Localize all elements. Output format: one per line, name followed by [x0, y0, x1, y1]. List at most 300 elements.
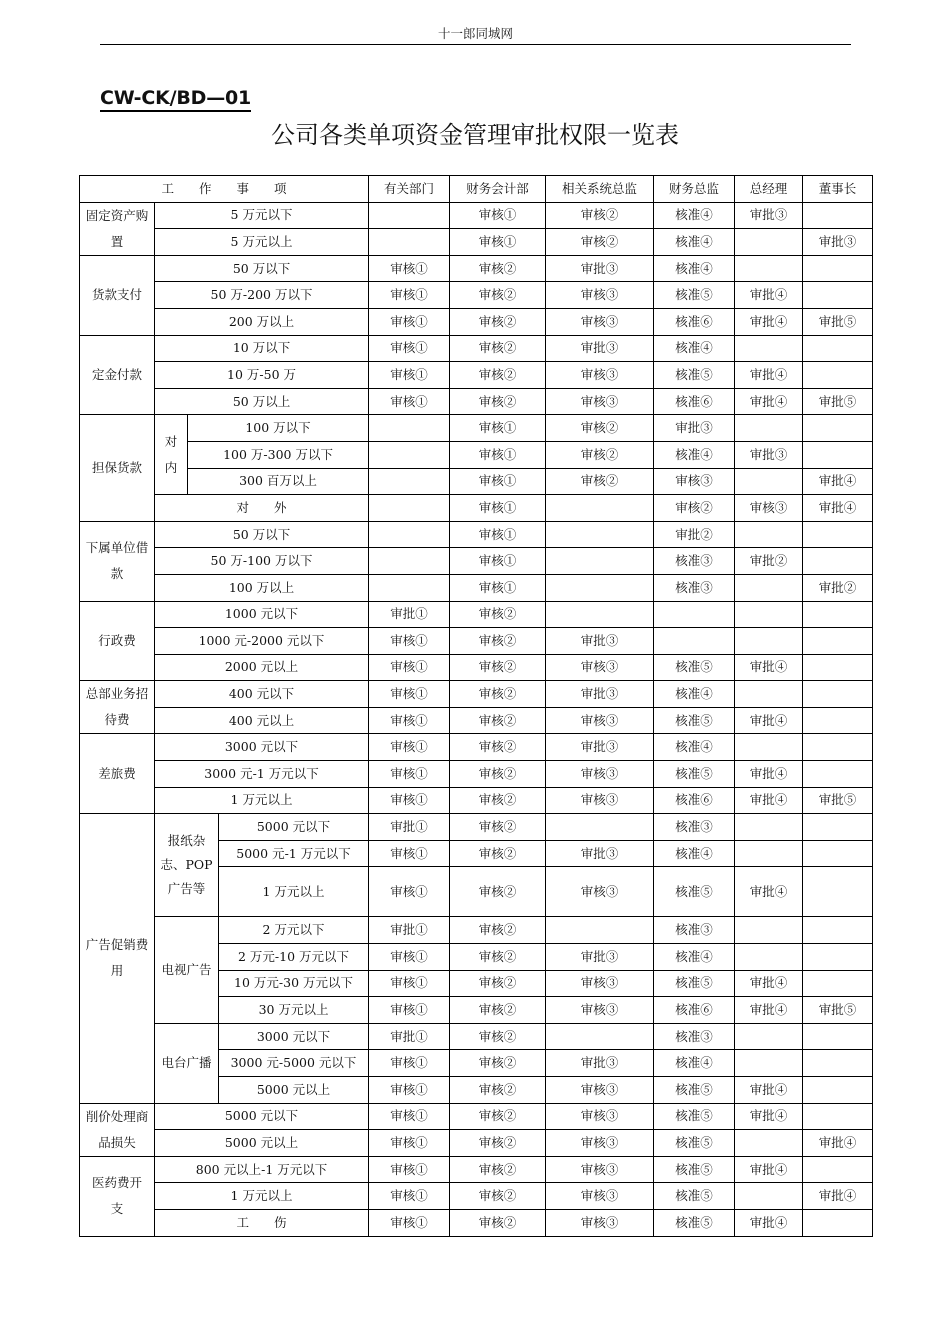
cell-sys: 审核③: [546, 308, 654, 335]
cell-sys: [546, 521, 654, 548]
cell-acct: 审核②: [450, 255, 546, 282]
cell-cfo: 核准④: [654, 1050, 735, 1077]
row-item: 1000 元-2000 元以下: [155, 628, 369, 655]
row-item: 50 万以上: [155, 388, 369, 415]
cell-chair: [803, 415, 873, 442]
cell-sys: 审核③: [546, 1130, 654, 1157]
table-row: [80, 202, 873, 229]
row-item: 3000 元以下: [155, 734, 369, 761]
cell-acct: 审核②: [450, 335, 546, 362]
cell-gm: [735, 814, 803, 841]
category-ads-tv: 电视广告: [155, 917, 219, 1023]
category-subloan: 下属单位借 款: [80, 521, 155, 601]
cell-cfo: 核准⑤: [654, 654, 735, 681]
cell-dept: 审核①: [369, 707, 450, 734]
cell-sys: 审核③: [546, 362, 654, 389]
row-item: 5000 元-1 万元以下: [219, 840, 369, 867]
cell-dept: [369, 202, 450, 229]
cell-gm: 审批④: [735, 654, 803, 681]
cell-cfo: 核准⑥: [654, 787, 735, 814]
row-item: 工 伤: [155, 1209, 369, 1236]
cell-gm: 审批④: [735, 1209, 803, 1236]
cell-sys: 审批③: [546, 255, 654, 282]
cell-chair: [803, 628, 873, 655]
cell-acct: 审核②: [450, 917, 546, 944]
cell-cfo: 核准⑤: [654, 282, 735, 309]
category-hq: 总部业务招待费: [80, 681, 155, 734]
cell-sys: 审批③: [546, 840, 654, 867]
cell-cfo: 审批③: [654, 415, 735, 442]
header-dept: 有关部门: [369, 176, 450, 203]
cell-acct: 审核②: [450, 1103, 546, 1130]
cell-dept: [369, 574, 450, 601]
cell-cfo: 核准③: [654, 917, 735, 944]
cell-chair: 审批⑤: [803, 787, 873, 814]
cell-dept: 审核①: [369, 1103, 450, 1130]
cell-acct: 审核②: [450, 997, 546, 1024]
cell-chair: [803, 867, 873, 917]
cell-sys: 审批③: [546, 335, 654, 362]
cell-cfo: 核准④: [654, 335, 735, 362]
row-item: 100 万-300 万以下: [188, 441, 369, 468]
approval-authority-table: [79, 175, 873, 1237]
table-row: [80, 574, 873, 601]
cell-sys: 审核②: [546, 415, 654, 442]
cell-acct: 审核①: [450, 521, 546, 548]
table-row: [80, 362, 873, 389]
cell-gm: [735, 917, 803, 944]
cell-gm: 审批④: [735, 1103, 803, 1130]
table-row: [80, 441, 873, 468]
category-ads-print: 报纸杂志、POP广告等: [155, 814, 219, 917]
cell-gm: 审批④: [735, 761, 803, 788]
table-row: [80, 1156, 873, 1183]
cell-sys: 审核②: [546, 441, 654, 468]
cell-chair: [803, 202, 873, 229]
cell-sys: 审核③: [546, 282, 654, 309]
cell-gm: [735, 521, 803, 548]
cell-chair: [803, 840, 873, 867]
row-item: 3000 元以下: [219, 1023, 369, 1050]
cell-chair: [803, 1209, 873, 1236]
cell-cfo: 核准④: [654, 944, 735, 971]
cell-cfo: 核准⑤: [654, 867, 735, 917]
cell-acct: 审核①: [450, 468, 546, 495]
header-cfo: 财务总监: [654, 176, 735, 203]
cell-sys: 审核③: [546, 1156, 654, 1183]
cell-acct: 审核②: [450, 734, 546, 761]
cell-cfo: 核准④: [654, 840, 735, 867]
cell-acct: 审核②: [450, 761, 546, 788]
cell-chair: [803, 1103, 873, 1130]
cell-chair: [803, 521, 873, 548]
row-item: 200 万以上: [155, 308, 369, 335]
cell-sys: 审核②: [546, 229, 654, 256]
cell-dept: 审核①: [369, 840, 450, 867]
cell-dept: 审核①: [369, 282, 450, 309]
table-row: [80, 388, 873, 415]
cell-chair: 审批④: [803, 468, 873, 495]
cell-dept: 审核①: [369, 1209, 450, 1236]
document-title: 公司各类单项资金管理审批权限一览表: [271, 121, 679, 149]
row-item: 1 万元以上: [155, 1183, 369, 1210]
cell-gm: [735, 840, 803, 867]
category-admin: 行政费: [80, 601, 155, 681]
row-item: 10 万元-30 万元以下: [219, 970, 369, 997]
row-item: 50 万以下: [155, 521, 369, 548]
cell-cfo: 核准④: [654, 202, 735, 229]
cell-sys: [546, 814, 654, 841]
cell-dept: [369, 441, 450, 468]
table-row: [80, 1183, 873, 1210]
cell-gm: 审批④: [735, 1077, 803, 1104]
cell-dept: 审批①: [369, 1023, 450, 1050]
cell-acct: 审核②: [450, 1183, 546, 1210]
cell-chair: [803, 441, 873, 468]
row-item: 300 百万以上: [188, 468, 369, 495]
cell-cfo: 核准③: [654, 548, 735, 575]
cell-dept: 审核①: [369, 335, 450, 362]
row-item: 5 万元以下: [155, 202, 369, 229]
cell-gm: [735, 255, 803, 282]
cell-acct: 审核②: [450, 1156, 546, 1183]
running-header: 十一郎同城网: [437, 26, 513, 41]
cell-dept: 审核①: [369, 1183, 450, 1210]
table-row: [80, 468, 873, 495]
row-item: 5000 元以下: [219, 814, 369, 841]
cell-sys: 审核③: [546, 1183, 654, 1210]
cell-acct: 审核②: [450, 628, 546, 655]
cell-cfo: 核准③: [654, 1023, 735, 1050]
cell-dept: 审核①: [369, 761, 450, 788]
cell-cfo: 核准⑤: [654, 707, 735, 734]
cell-gm: 审批④: [735, 997, 803, 1024]
row-item: 3000 元-1 万元以下: [155, 761, 369, 788]
table-row: [80, 521, 873, 548]
row-item: 1000 元以下: [155, 601, 369, 628]
cell-dept: 审核①: [369, 255, 450, 282]
cell-sys: [546, 601, 654, 628]
cell-chair: [803, 681, 873, 708]
cell-cfo: 核准⑤: [654, 362, 735, 389]
cell-acct: 审核②: [450, 362, 546, 389]
cell-acct: 审核②: [450, 787, 546, 814]
cell-gm: [735, 601, 803, 628]
cell-acct: 审核②: [450, 867, 546, 917]
cell-gm: [735, 1023, 803, 1050]
cell-acct: 审核①: [450, 441, 546, 468]
cell-cfo: 核准⑤: [654, 1103, 735, 1130]
cell-chair: 审批⑤: [803, 388, 873, 415]
category-guarantee-inner: 对 内: [155, 415, 188, 495]
cell-cfo: [654, 601, 735, 628]
row-item: 5000 元以上: [155, 1130, 369, 1157]
row-item: 1 万元以上: [155, 787, 369, 814]
cell-acct: 审核①: [450, 548, 546, 575]
cell-acct: 审核①: [450, 574, 546, 601]
cell-sys: 审核③: [546, 1209, 654, 1236]
cell-chair: [803, 362, 873, 389]
cell-chair: [803, 601, 873, 628]
cell-chair: [803, 917, 873, 944]
cell-dept: 审核①: [369, 654, 450, 681]
cell-gm: [735, 628, 803, 655]
category-travel: 差旅费: [80, 734, 155, 814]
cell-acct: 审核②: [450, 1209, 546, 1236]
cell-sys: [546, 917, 654, 944]
cell-cfo: [654, 628, 735, 655]
cell-acct: 审核②: [450, 970, 546, 997]
row-item: 2 万元-10 万元以下: [219, 944, 369, 971]
cell-acct: 审核②: [450, 814, 546, 841]
table-row: [80, 335, 873, 362]
row-item: 5 万元以上: [155, 229, 369, 256]
table-row: [80, 1209, 873, 1236]
table-row: [80, 761, 873, 788]
cell-gm: 审批④: [735, 707, 803, 734]
cell-gm: 审批③: [735, 202, 803, 229]
cell-sys: 审批③: [546, 628, 654, 655]
table-row: [80, 917, 873, 944]
cell-sys: 审核③: [546, 761, 654, 788]
cell-acct: 审核①: [450, 229, 546, 256]
category-fixed: 固定资产购 置: [80, 202, 155, 255]
table-row: [80, 1130, 873, 1157]
cell-sys: 审核③: [546, 654, 654, 681]
cell-dept: 审核①: [369, 628, 450, 655]
cell-acct: 审核①: [450, 495, 546, 522]
cell-dept: 审核①: [369, 944, 450, 971]
cell-acct: 审核②: [450, 1023, 546, 1050]
cell-gm: 审批④: [735, 362, 803, 389]
cell-cfo: 核准③: [654, 574, 735, 601]
row-item: 50 万以下: [155, 255, 369, 282]
cell-acct: 审核②: [450, 308, 546, 335]
row-item: 400 元以下: [155, 681, 369, 708]
cell-cfo: 核准⑤: [654, 1209, 735, 1236]
table-row: [80, 255, 873, 282]
cell-cfo: 核准⑥: [654, 388, 735, 415]
cell-dept: [369, 548, 450, 575]
cell-chair: [803, 761, 873, 788]
row-item: 30 万元以上: [219, 997, 369, 1024]
cell-acct: 审核②: [450, 707, 546, 734]
cell-cfo: 审核②: [654, 495, 735, 522]
cell-chair: [803, 814, 873, 841]
cell-gm: 审批④: [735, 970, 803, 997]
table-row: [80, 1103, 873, 1130]
cell-chair: 审批④: [803, 1130, 873, 1157]
cell-cfo: 核准⑤: [654, 1183, 735, 1210]
cell-sys: 审核③: [546, 1103, 654, 1130]
category-guarantee: 担保货款: [80, 415, 155, 521]
row-item: 50 万-200 万以下: [155, 282, 369, 309]
cell-gm: [735, 944, 803, 971]
cell-cfo: 核准⑤: [654, 761, 735, 788]
category-medical: 医药费开 支: [80, 1156, 155, 1236]
cell-gm: [735, 574, 803, 601]
cell-cfo: 核准④: [654, 734, 735, 761]
row-item: 50 万-100 万以下: [155, 548, 369, 575]
cell-chair: [803, 1023, 873, 1050]
cell-gm: [735, 335, 803, 362]
cell-chair: [803, 255, 873, 282]
row-item: 1 万元以上: [219, 867, 369, 917]
cell-chair: 审批④: [803, 1183, 873, 1210]
cell-dept: 审核①: [369, 388, 450, 415]
header-gm: 总经理: [735, 176, 803, 203]
table-row: [80, 814, 873, 841]
table-row: [80, 681, 873, 708]
cell-chair: [803, 734, 873, 761]
cell-sys: 审核②: [546, 468, 654, 495]
cell-acct: 审核②: [450, 601, 546, 628]
header-rule: [100, 44, 851, 45]
cell-gm: [735, 1183, 803, 1210]
cell-acct: 审核②: [450, 1050, 546, 1077]
cell-gm: [735, 1130, 803, 1157]
header-item: 工 作 事 项: [80, 176, 369, 203]
cell-sys: 审核③: [546, 1077, 654, 1104]
cell-dept: 审核①: [369, 308, 450, 335]
cell-dept: 审核①: [369, 1050, 450, 1077]
table-row: [80, 628, 873, 655]
table-row: [80, 707, 873, 734]
cell-dept: 审核①: [369, 362, 450, 389]
table-header-row: [80, 176, 873, 203]
cell-chair: [803, 335, 873, 362]
row-item: 对 外: [155, 495, 369, 522]
cell-gm: [735, 229, 803, 256]
cell-cfo: 审核③: [654, 468, 735, 495]
cell-gm: 审批④: [735, 388, 803, 415]
cell-chair: 审批⑤: [803, 997, 873, 1024]
row-item: 800 元以上-1 万元以下: [155, 1156, 369, 1183]
cell-acct: 审核②: [450, 654, 546, 681]
cell-sys: 审核③: [546, 388, 654, 415]
cell-chair: 审批④: [803, 495, 873, 522]
row-item: 2 万元以下: [219, 917, 369, 944]
cell-dept: [369, 521, 450, 548]
cell-gm: [735, 415, 803, 442]
cell-sys: [546, 574, 654, 601]
document-code: [100, 86, 251, 110]
category-discount: 削价处理商品损失: [80, 1103, 155, 1156]
cell-chair: [803, 1156, 873, 1183]
cell-sys: [546, 495, 654, 522]
cell-dept: 审核①: [369, 681, 450, 708]
row-item: 10 万-50 万: [155, 362, 369, 389]
cell-dept: [369, 495, 450, 522]
row-item: 5000 元以上: [219, 1077, 369, 1104]
table-row: [80, 415, 873, 442]
cell-gm: 审批④: [735, 787, 803, 814]
row-item: 2000 元以上: [155, 654, 369, 681]
cell-dept: 审核①: [369, 997, 450, 1024]
cell-dept: 审批①: [369, 814, 450, 841]
cell-dept: 审核①: [369, 1130, 450, 1157]
row-item: 100 万以上: [155, 574, 369, 601]
table-row: [80, 654, 873, 681]
cell-chair: [803, 970, 873, 997]
cell-dept: [369, 468, 450, 495]
header-chair: 董事长: [803, 176, 873, 203]
cell-dept: [369, 229, 450, 256]
cell-dept: [369, 415, 450, 442]
cell-sys: 审批③: [546, 681, 654, 708]
cell-sys: 审核③: [546, 970, 654, 997]
cell-cfo: 核准⑤: [654, 1130, 735, 1157]
cell-cfo: 核准⑤: [654, 1156, 735, 1183]
cell-cfo: 核准④: [654, 255, 735, 282]
row-item: 5000 元以下: [155, 1103, 369, 1130]
cell-cfo: 核准⑤: [654, 970, 735, 997]
cell-cfo: 核准⑤: [654, 1077, 735, 1104]
cell-chair: [803, 1050, 873, 1077]
cell-chair: [803, 944, 873, 971]
category-ads-radio: 电台广播: [155, 1023, 219, 1103]
cell-sys: 审核③: [546, 867, 654, 917]
cell-gm: 审批④: [735, 1156, 803, 1183]
cell-sys: [546, 548, 654, 575]
cell-chair: 审批②: [803, 574, 873, 601]
cell-chair: [803, 707, 873, 734]
table-row: [80, 734, 873, 761]
cell-chair: 审批⑤: [803, 308, 873, 335]
cell-chair: [803, 1077, 873, 1104]
row-item: 400 元以上: [155, 707, 369, 734]
cell-gm: 审批④: [735, 282, 803, 309]
cell-dept: 审批①: [369, 917, 450, 944]
cell-dept: 审核①: [369, 787, 450, 814]
table-row: [80, 282, 873, 309]
cell-acct: 审核①: [450, 415, 546, 442]
category-payment: 货款支付: [80, 255, 155, 335]
cell-dept: 审批①: [369, 601, 450, 628]
cell-gm: [735, 468, 803, 495]
table-row: [80, 601, 873, 628]
cell-dept: 审核①: [369, 867, 450, 917]
cell-gm: 审批④: [735, 308, 803, 335]
header-acct: 财务会计部: [450, 176, 546, 203]
cell-cfo: 核准④: [654, 441, 735, 468]
cell-gm: 审核③: [735, 495, 803, 522]
cell-sys: 审核③: [546, 997, 654, 1024]
cell-gm: 审批②: [735, 548, 803, 575]
table-row: [80, 1023, 873, 1050]
cell-sys: 审批③: [546, 944, 654, 971]
cell-sys: [546, 1023, 654, 1050]
cell-acct: 审核②: [450, 388, 546, 415]
cell-cfo: 核准③: [654, 814, 735, 841]
cell-sys: 审核③: [546, 707, 654, 734]
cell-chair: [803, 282, 873, 309]
cell-dept: 审核①: [369, 970, 450, 997]
header-sys: 相关系统总监: [546, 176, 654, 203]
cell-acct: 审核②: [450, 1130, 546, 1157]
cell-sys: 审核③: [546, 787, 654, 814]
cell-cfo: 审批②: [654, 521, 735, 548]
cell-cfo: 核准④: [654, 229, 735, 256]
cell-cfo: 核准④: [654, 681, 735, 708]
cell-cfo: 核准⑥: [654, 308, 735, 335]
cell-dept: 审核①: [369, 734, 450, 761]
category-ads: 广告促销费用: [80, 814, 155, 1103]
cell-acct: 审核②: [450, 681, 546, 708]
cell-dept: 审核①: [369, 1077, 450, 1104]
document-code-text: CW-CK/BD—01: [100, 87, 251, 112]
row-item: 10 万以下: [155, 335, 369, 362]
